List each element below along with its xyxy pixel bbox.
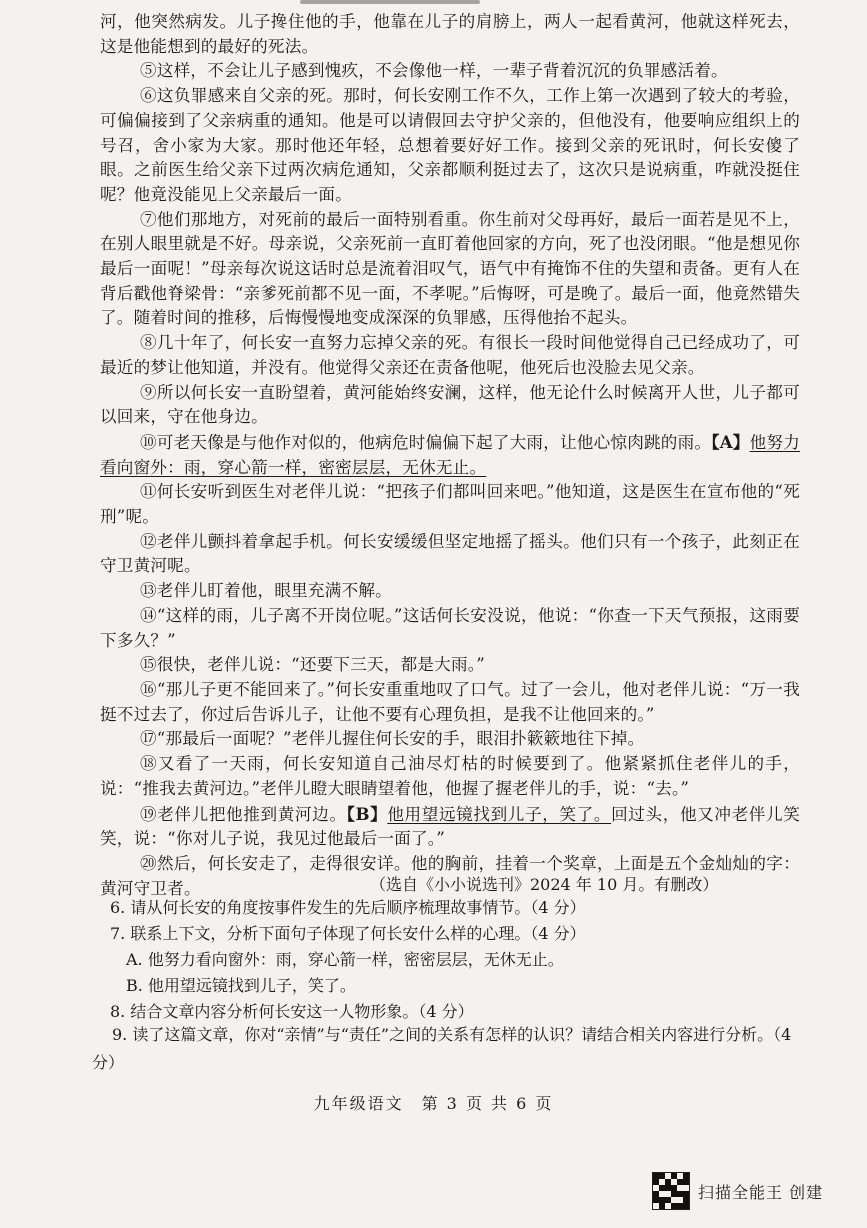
- paragraph-10-lead: ⑩可老天像是与他作对似的，他病危时偏偏下起了大雨，让他心惊肉跳的雨。: [140, 432, 712, 452]
- source-citation: （选自《小小说选刊》2024 年 10 月。有删改）: [370, 875, 719, 894]
- question-9: 9. 读了这篇文章，你对“亲情”与“责任”之间的关系有怎样的认识？请结合相关内容进行分析。（4 分）: [92, 1025, 792, 1072]
- scanner-watermark: [652, 1172, 823, 1210]
- paragraph-4-tail: 河，他突然病发。儿子搀住他的手，他靠在儿子的肩膀上，两人一起看黄河，他就这样死去，这是他能想到的最好的死法。: [100, 12, 800, 56]
- question-6: 6. 请从何长安的角度按事件发生的先后顺序梳理故事情节。（4 分）: [110, 898, 586, 917]
- paragraph-20: ⑳然后，何长安走了，走得很安详。他的胸前，挂着一个奖章，上面是五个金灿灿的字：黄河守卫者。: [100, 853, 800, 898]
- paragraph-16: ⑯“那儿子更不能回来了。”何长安重重地叹了口气。过了一会儿，他对老伴儿说：“万一我挺不过去了，你过后告诉儿子，让他不要有心理负担，是我不让他回来的。”: [100, 679, 800, 724]
- question-7-option-b: B. 他用望远镜找到儿子，笑了。: [126, 976, 356, 995]
- scanner-label: 扫描全能王 创建: [698, 1182, 824, 1202]
- paragraph-12: ⑫老伴儿颤抖着拿起手机。何长安缓缓但坚定地摇了摇头。他们只有一个孩子，此刻正在守卫黄河呢。: [100, 531, 800, 576]
- paragraph-9: ⑨所以何长安一直盼望着，黄河能始终安澜，这样，他无论什么时候离开人世，儿子都可以回来，守在他身边。: [100, 382, 800, 427]
- paragraph-19-lead: ⑲老伴儿把他推到黄河边。: [140, 804, 347, 824]
- story-text: [100, 10, 800, 901]
- paragraph-19-tail: 回过头，他又冲老伴儿笑笑，说：“你对儿子说，我见过他最后一面了。”: [100, 804, 801, 849]
- underlined-sentence-a: 他努力看向窗外：雨，穿心箭一样，密密层层，无休无止。: [100, 432, 800, 477]
- marker-a: 【A】: [711, 431, 750, 452]
- paragraph-14: ⑭“这样的雨，儿子离不开岗位呢。”这话何长安没说，他说：“你查一下天气预报，这雨要下多久？”: [100, 605, 800, 650]
- qr-code-icon: [652, 1172, 690, 1210]
- question-list: [110, 895, 810, 1025]
- marker-b: 【B】: [346, 803, 388, 824]
- paragraph-11: ⑪何长安听到医生对老伴儿说：“把孩子们都叫回来吧。”他知道，这是医生在宣布他的“死刑”呢。: [100, 482, 800, 527]
- paragraph-5: ⑤这样，不会让儿子感到愧疚，不会像他一样，一辈子背着沉沉的负罪感活着。: [140, 61, 728, 81]
- paragraph-17: ⑰“那最后一面呢？”老伴儿握住何长安的手，眼泪扑簌簌地往下掉。: [140, 729, 645, 749]
- paragraph-18: ⑱又看了一天雨，何长安知道自己油尽灯枯的时候要到了。他紧紧抓住老伴儿的手，说：“推我去黄河边。”老伴儿瞪大眼睛望着他，他握了握老伴儿的手，说：“去。”: [100, 754, 800, 798]
- question-7-option-a: A. 他努力看向窗外：雨，穿心箭一样，密密层层，无休无止。: [126, 950, 564, 969]
- paragraph-15: ⑮很快，老伴儿说：“还要下三天，都是大雨。”: [140, 655, 485, 675]
- scan-edge: [300, 0, 480, 4]
- question-8: 8. 结合文章内容分析何长安这一人物形象。（4 分）: [110, 1002, 474, 1021]
- paragraph-6: ⑥这负罪感来自父亲的死。那时，何长安刚工作不久，工作上第一次遇到了较大的考验，可偏偏接到了父亲病重的通知。他是可以请假回去守护父亲的，但他没有，他要响应组织上的号召，舍小家为大家。那时他还年轻，总想着要好好工作。接到父亲的死讯时，何长安傻了眼。之前医生给父亲下过两次病危通知，父亲都顺利挺过去了，这次只是说病重，咋就没挺住呢？他竟没能见上父亲最后一面。: [100, 86, 800, 204]
- paragraph-13: ⑬老伴儿盯着他，眼里充满不解。: [140, 581, 392, 601]
- paragraph-19: [100, 802, 800, 852]
- page-footer: 九年级语文 第 3 页 共 6 页: [313, 1094, 554, 1113]
- paragraph-8: ⑧几十年了，何长安一直努力忘掉父亲的死。有很长一段时间他觉得自己已经成功了，可最近的梦让他知道，并没有。他觉得父亲还在责备他呢，他死后也没脸去见父亲。: [100, 333, 800, 377]
- question-7: 7. 联系上下文，分析下面句子体现了何长安什么样的心理。（4 分）: [110, 924, 586, 943]
- paragraph-10: [100, 430, 800, 480]
- paragraph-7: ⑦他们那地方，对死前的最后一面特别看重。你生前对父母再好，最后一面若是见不上，在别人眼里就是不好。母亲说，父亲死前一直盯着他回家的方向，死了也没闭眼。“他是想见你最后一面呢！”母亲每次说这话时总是流着泪叹气，语气中有掩饰不住的失望和责备。更有人在背后戳他脊梁骨：“亲爹死前都不见一面，不孝呢。”后悔呀，可是晚了。最后一面，他竟然错失了。随着时间的推移，后悔慢慢地变成深深的负罪感，压得他抬不起头。: [100, 209, 800, 328]
- underlined-sentence-b: 他用望远镜找到儿子，笑了。: [387, 804, 612, 824]
